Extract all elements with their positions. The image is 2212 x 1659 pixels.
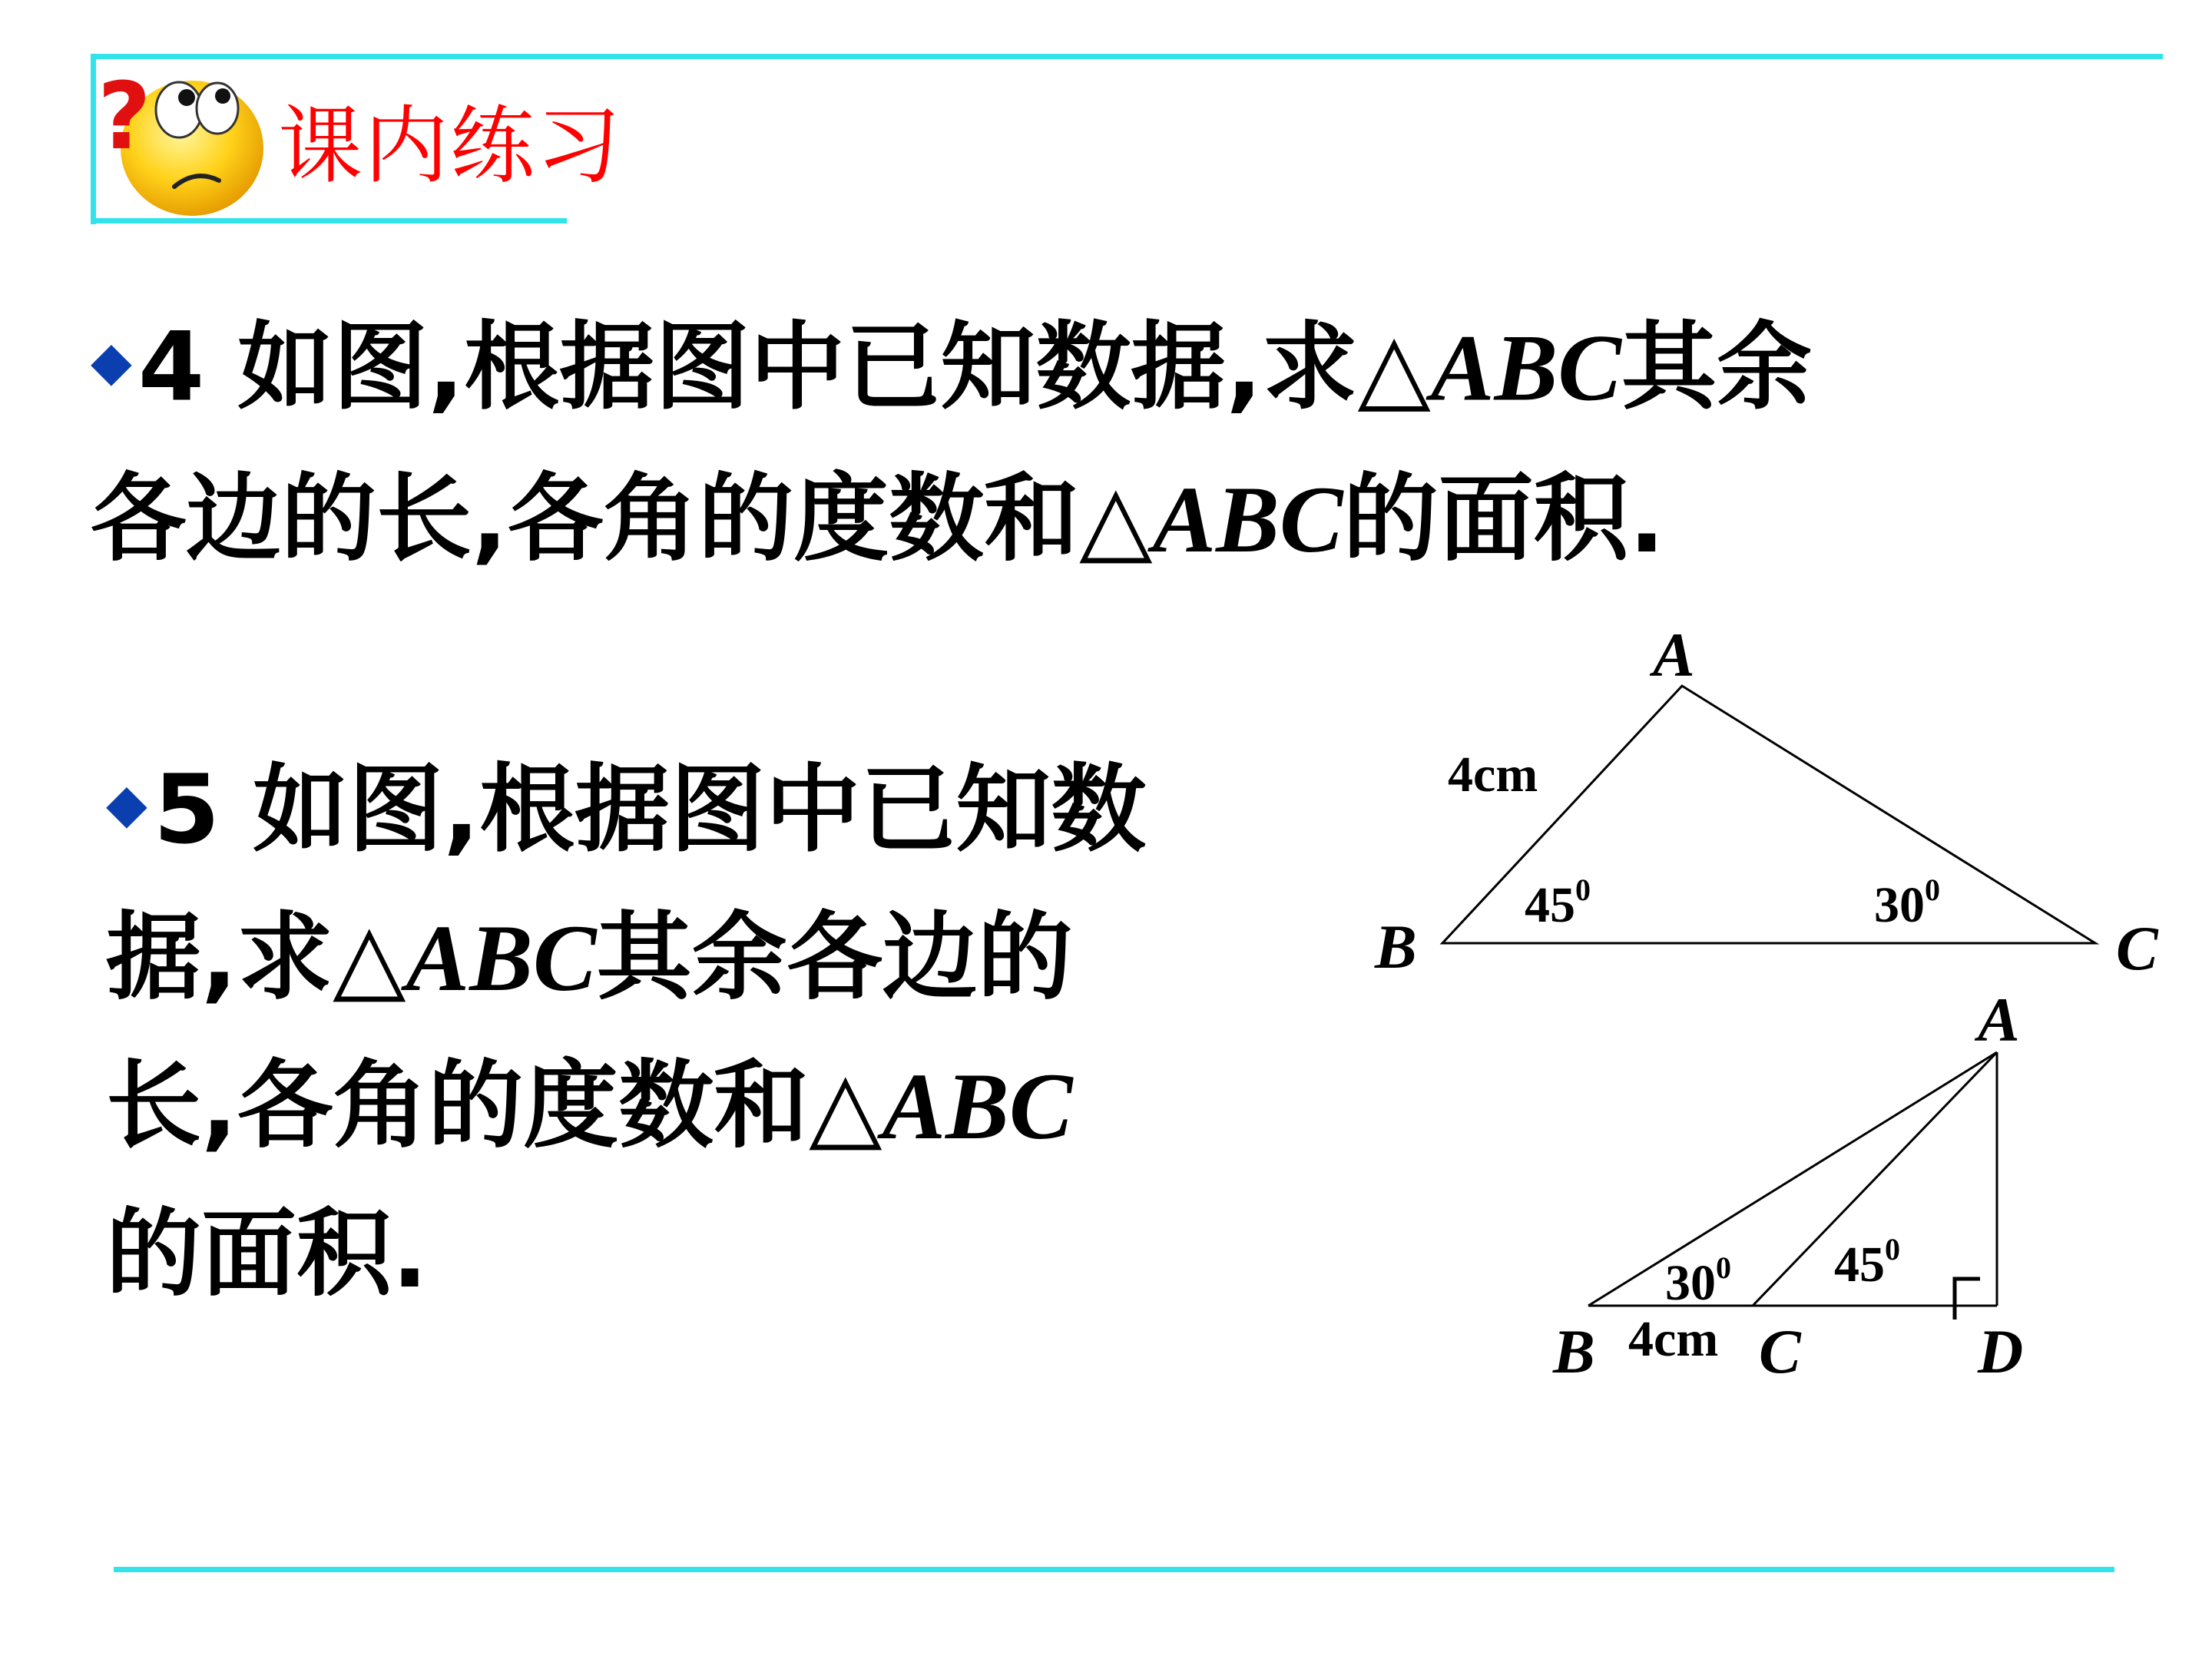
svg-text:?: ? — [98, 64, 151, 171]
figure-2-vertex-c: C — [1759, 1316, 1801, 1386]
figure-1-angle-c: 300 — [1874, 873, 1940, 933]
problem-4-line-2: 各边的长,各角的度数和△ABC的面积. — [91, 463, 1665, 575]
figure-1-vertex-a: A — [1653, 620, 1695, 690]
figure-2-vertex-b: B — [1553, 1316, 1595, 1386]
figure-1-vertex-c: C — [2116, 913, 2158, 983]
problem-5-line-1: ◆5 如图,根据图中已知数 — [106, 754, 1147, 866]
right-angle-marker — [1955, 1279, 1980, 1320]
problem-4-line-1: ◆4 如图,根据图中已知数据,求△ABC其余 — [91, 312, 1813, 423]
figure-2-side-bc-length: 4cm — [1628, 1311, 1719, 1367]
section-title: 课内练习 — [278, 97, 622, 195]
problem-5-line-3: 长,各角的度数和△ABC — [106, 1050, 1073, 1161]
figure-1-angle-b: 450 — [1525, 873, 1591, 933]
figure-1-vertex-b: B — [1375, 912, 1417, 982]
figure-1-side-ab-length: 4cm — [1448, 747, 1538, 803]
figure-2-angle-acd: 450 — [1834, 1232, 1900, 1293]
figure-2-triangle — [1552, 985, 2023, 1386]
diamond-bullet-icon: ◆ — [91, 329, 132, 392]
figure-2-vertex-a: A — [1978, 985, 2020, 1055]
figure-1-triangle — [1374, 620, 2159, 983]
problem-5-line-4: 的面积. — [106, 1198, 429, 1310]
problem-5-line-2: 据,求△ABC其余各边的 — [106, 902, 1073, 1013]
figure-2-angle-b: 300 — [1665, 1250, 1731, 1311]
figure-2-vertex-d: D — [1978, 1316, 2024, 1386]
diamond-bullet-icon: ◆ — [106, 772, 147, 835]
